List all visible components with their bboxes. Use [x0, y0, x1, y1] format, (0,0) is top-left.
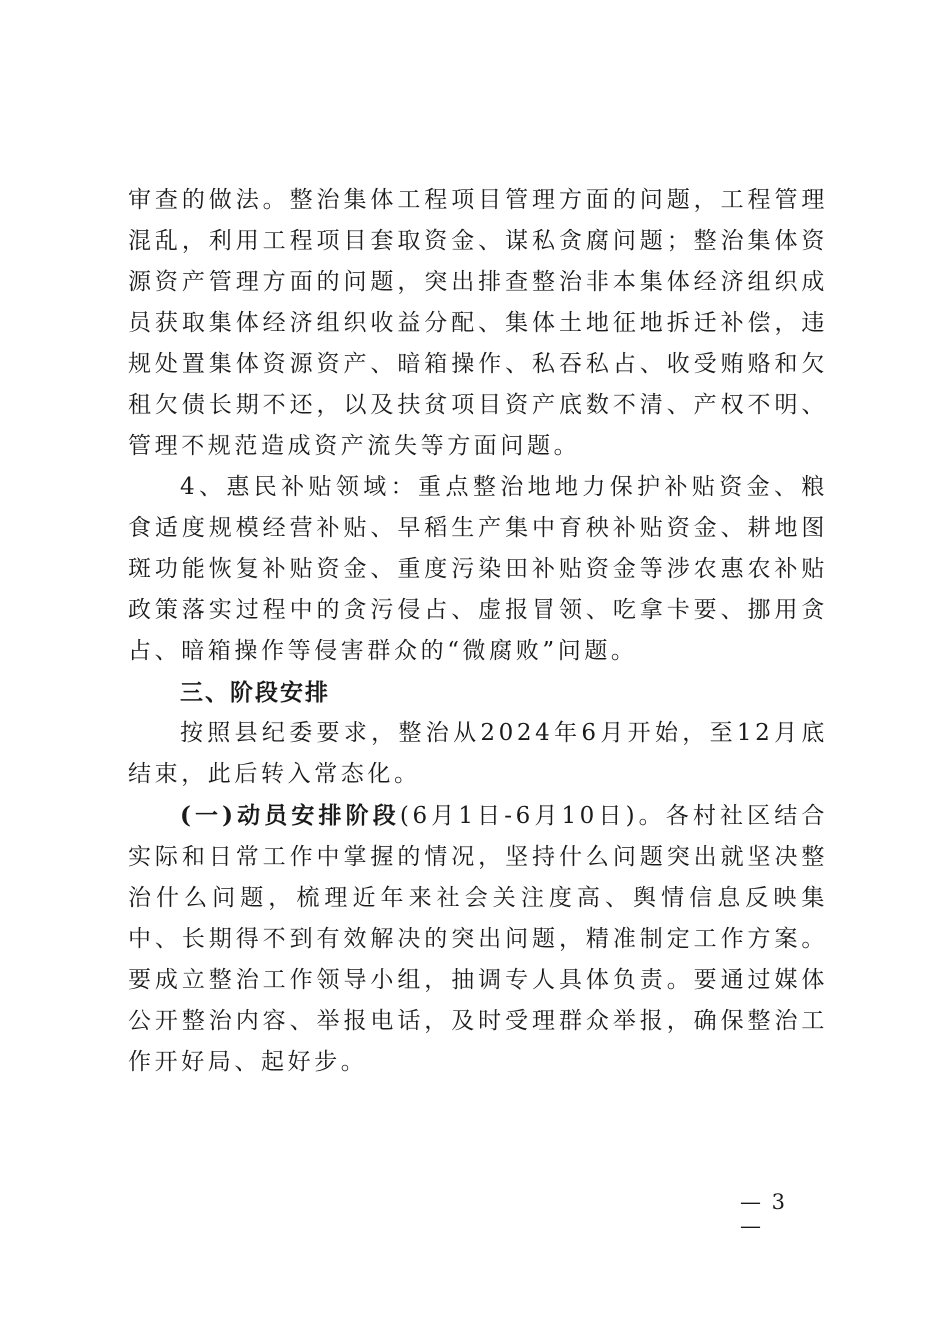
document-body	[128, 180, 828, 1083]
paragraph-collective-assets: 审查的做法。整治集体工程项目管理方面的问题，工程管理混乱，利用工程项目套取资金、谋私贪腐问题；整治集体资源资产管理方面的问题，突出排查整治非本集体经济组织成员获取集体经济组织收益分配、集体土地征地拆迁补偿，违规处置集体资源资产、暗箱操作、私吞私占、收受贿赂和欠租欠债长期不还，以及扶贫项目资产底数不清、产权不明、管理不规范造成资产流失等方面问题。	[128, 187, 828, 459]
mobilization-stage-label: (一)动员安排阶段	[180, 802, 400, 829]
page-number: — 3 —	[740, 1190, 788, 1238]
paragraph-subsidy-field: 4、惠民补贴领域：重点整治地地力保护补贴资金、粮食适度规模经营补贴、早稻生产集中育秧补贴资金、耕地图斑功能恢复补贴资金、重度污染田补贴资金等涉农惠农补贴政策落实过程中的贪污侵占、虚报冒领、吃拿卡要、挪用贪占、暗箱操作等侵害群众的“微腐败”问题。	[128, 474, 828, 664]
mobilization-stage-text: (6月1日-6月10日)。各村社区结合实际和日常工作中掌握的情况，坚持什么问题突出就坚决整治什么问题，梳理近年来社会关注度高、舆情信息反映集中、长期得不到有效解决的突出问题，精准制定工作方案。要成立整治工作领导小组，抽调专人具体负责。要通过媒体公开整治内容、举报电话，及时受理群众举报，确保整治工作开好局、起好步。	[128, 803, 828, 1075]
paragraph-timeline: 按照县纪委要求，整治从2024年6月开始，至12月底结束，此后转入常态化。	[128, 720, 828, 787]
paragraph-mobilization-stage	[128, 795, 828, 1083]
section-heading-stage-arrangement: 三、阶段安排	[180, 679, 330, 706]
